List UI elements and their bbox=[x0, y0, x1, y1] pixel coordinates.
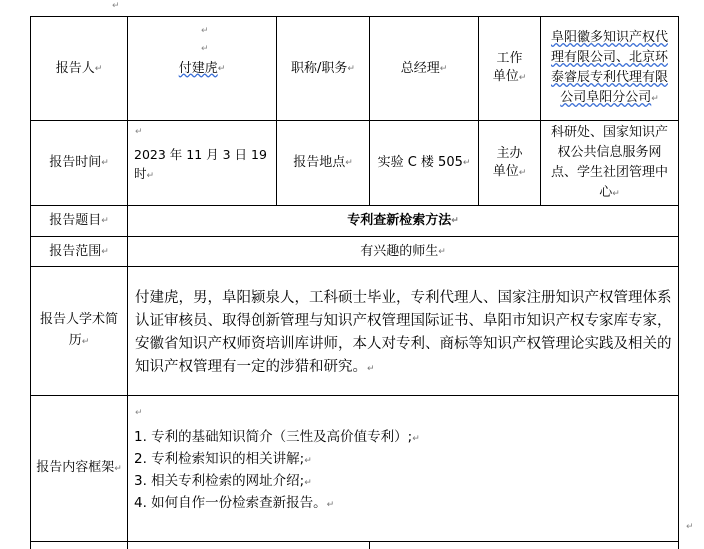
time-label: 报告时间 ↵ bbox=[49, 155, 109, 170]
work-label: 工作 单位↵ bbox=[492, 51, 527, 84]
title-value: 总经理 ↵ bbox=[400, 60, 448, 76]
reporter-name: 付建虎 ↵ bbox=[178, 60, 226, 76]
list-item: 4. 如何自作一份检索查新报告。↵ bbox=[134, 495, 335, 511]
place-label: 报告地点 ↵ bbox=[293, 155, 353, 170]
bio-label: 报告人学术简历↵ bbox=[39, 312, 118, 348]
paragraph-mark: ↵ bbox=[135, 127, 143, 137]
scope-value: 有兴趣的师生 ↵ bbox=[360, 243, 446, 259]
scope-label: 报告范围 ↵ bbox=[49, 243, 109, 259]
paragraph-mark: ↵ bbox=[135, 408, 143, 418]
time-value: 2023 年 11 月 3 日 19 时↵ bbox=[134, 147, 267, 181]
list-item: 1. 专利的基础知识简介（三性及高价值专利）;↵ bbox=[134, 429, 420, 445]
paragraph-mark: ↵ bbox=[686, 522, 694, 532]
host-value: 科研处、国家知识产权公共信息服务网点、学生社团管理中心↵ bbox=[550, 124, 668, 200]
list-item: 2. 专利检索知识的相关讲解;↵ bbox=[134, 451, 312, 467]
work-value: 阜阳徽多知识产权代理有限公司、北京环泰睿辰专利代理有限公司阜阳分公司↵ bbox=[550, 30, 668, 105]
list-item: 3. 相关专利检索的网址介绍;↵ bbox=[134, 473, 312, 489]
bio-text: 付建虎，男，阜阳颍泉人，工科硕士毕业，专利代理人、国家注册知识产权管理体系认证审核员、取得创新管理与知识产权管理国际证书、阜阳市知识产权专家库专家，安徽省知识产权师资培训库讲师，本人对专利、商标等知识产权管理论实践及相关的知识产权管理有一定的涉猎和研究。↵ bbox=[135, 290, 672, 375]
place-value: 实验 C 楼 505 ↵ bbox=[377, 155, 471, 170]
paragraph-mark: ↵ bbox=[112, 1, 120, 11]
title-label: 职称/职务 ↵ bbox=[291, 60, 355, 76]
content-list bbox=[134, 427, 674, 515]
content-label: 报告内容框架↵ bbox=[36, 460, 122, 475]
paragraph-mark: ↵ bbox=[201, 26, 209, 36]
topic-label: 报告题目 ↵ bbox=[49, 213, 109, 228]
reporter-label: 报告人 ↵ bbox=[55, 60, 103, 76]
host-label: 主办 单位↵ bbox=[492, 145, 527, 179]
topic-value: 专利查新检索方法 ↵ bbox=[347, 213, 459, 228]
paragraph-mark: ↵ bbox=[201, 44, 209, 54]
